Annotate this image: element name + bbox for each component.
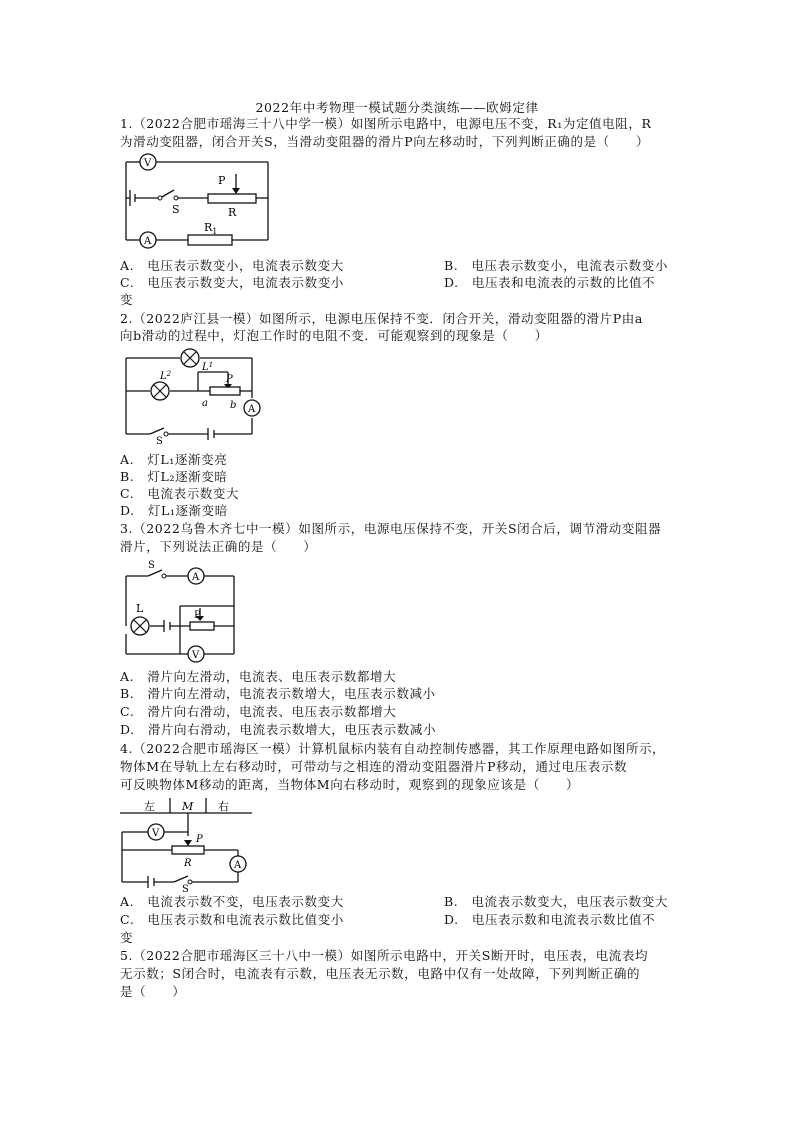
q3-a-label: A (192, 572, 200, 583)
q1-a-label: A (144, 236, 152, 247)
q1-resistor-r1 (188, 235, 232, 245)
q2-option-a[interactable]: A. 灯L₁逐渐变亮 (120, 452, 228, 467)
q5-stem-line1: 5.（2022合肥市瑶海区三十八中一模）如图所示电路中，开关S断开时，电压表，电流表均 (120, 948, 649, 963)
q3-stem-line2: 滑片，下列说法正确的是（ ） (120, 539, 317, 554)
q1-circuit-diagram (118, 152, 278, 252)
q4-p-label: P (196, 834, 203, 845)
q2-p-label: P (226, 374, 233, 385)
q2-a-label: A (248, 404, 256, 415)
q4-option-b[interactable]: B. 电流表示数变大，电压表示数变大 (444, 894, 668, 909)
q4-s-label: S (182, 884, 189, 892)
page-title: 2022年中考物理一模试题分类演练——欧姆定律 (255, 100, 539, 115)
q4-rheostat (172, 846, 204, 854)
q5-stem-line3: 是（ ） (120, 984, 186, 999)
q4-v-label: V (152, 828, 160, 839)
q4-stem-line1: 4.（2022合肥市瑶海区一模）计算机鼠标内装有自动控制传感器，其工作原理电路如图所示， (120, 741, 666, 756)
q4-right-label: 右 (218, 800, 229, 813)
q4-r-label: R (184, 858, 192, 869)
q1-option-d-cont: 变 (120, 292, 134, 307)
q1-option-c[interactable]: C. 电压表示数变大，电流表示数变小 (120, 275, 344, 290)
q4-stem-line3: 可反映物体M移动的距离，当物体M向右移动时，观察到的现象应该是（ ） (120, 777, 580, 792)
q1-rheostat (208, 194, 256, 203)
q5-stem-line2: 无示数；S闭合时，电流表有示数，电压表无示数，电路中仅有一处故障，下列判断正确的 (120, 966, 641, 981)
q2-lamp-l2 (151, 382, 169, 400)
q4-option-d[interactable]: D. 电压表示数和电流表示数比值不 (444, 912, 656, 927)
q2-rheostat (210, 387, 240, 395)
q3-option-d[interactable]: D. 滑片向右滑动，电流表示数增大，电压表示数减小 (120, 722, 437, 737)
q3-option-a[interactable]: A. 滑片向左滑动，电流表、电压表示数都增大 (120, 669, 397, 684)
q2-option-b[interactable]: B. 灯L₂逐渐变暗 (120, 469, 228, 484)
q2-circuit-diagram (118, 348, 268, 444)
q2-stem-line2: 向b滑动的过程中，灯泡工作时的电阻不变．可能观察到的现象是（ ） (120, 328, 548, 343)
q2-option-c[interactable]: C. 电流表示数变大 (120, 486, 240, 501)
q2-lamp-l1 (181, 349, 199, 367)
q4-m-label: M (182, 800, 194, 813)
q3-l-label: L (136, 602, 144, 615)
q2-stem-line1: 2.（2022庐江县一模）如图所示，电源电压保持不变．闭合开关，滑动变阻器的滑片P由a (120, 311, 643, 326)
q1-p-label: P (218, 174, 226, 187)
q4-left-label: 左 (144, 800, 155, 813)
q4-a-label: A (234, 860, 242, 871)
q4-option-d-cont: 变 (120, 930, 134, 945)
q2-a-end-label: a (202, 398, 208, 409)
q2-option-d[interactable]: D. 灯L₁逐渐变暗 (120, 503, 228, 518)
q3-p-label: P (194, 610, 201, 621)
q1-r-label: R (228, 206, 237, 219)
q3-option-c[interactable]: C. 滑片向右滑动，电流表、电压表示数都增大 (120, 704, 397, 719)
q1-r1-label: $R_1$ (204, 221, 218, 236)
q3-circuit-diagram (118, 560, 248, 668)
q3-s-label: S (148, 560, 155, 571)
q1-option-a[interactable]: A. 电压表示数变小，电流表示数变大 (120, 258, 344, 273)
q1-option-b[interactable]: B. 电压表示数变小，电流表示数变小 (444, 258, 668, 273)
q4-option-a[interactable]: A. 电流表示数不变，电压表示数变大 (120, 894, 344, 909)
q1-option-d[interactable]: D. 电压表和电流表的示数的比值不 (444, 275, 656, 290)
q3-rheostat (190, 622, 214, 630)
q1-v-label: V (144, 158, 152, 169)
q3-lamp-l (131, 617, 149, 635)
q1-stem-line2: 为滑动变阻器，闭合开关S，当滑动变阻器的滑片P向左移动时，下列判断正确的是（ ） (120, 134, 650, 149)
q3-stem-line1: 3.（2022乌鲁木齐七中一模）如图所示，电源电压保持不变，开关S闭合后，调节滑动变阻器 (120, 521, 662, 536)
q4-stem-line2: 物体M在导轨上左右移动时，可带动与之相连的滑动变阻器滑片P移动，通过电压表示数 (120, 759, 628, 774)
q3-v-label: V (192, 650, 200, 661)
q1-s-label: S (172, 203, 180, 216)
q3-option-b[interactable]: B. 滑片向左滑动，电流表示数增大，电压表示数减小 (120, 686, 436, 701)
q2-l2-label: $L^2$ (160, 370, 172, 382)
q4-circuit-diagram (118, 796, 258, 892)
q1-stem-line1: 1.（2022合肥市瑶海三十八中学一模）如图所示电路中，电源电压不变，R₁为定值电阻，R (120, 116, 652, 131)
q2-l1-label: $L^1$ (202, 361, 214, 373)
q2-s-label: S (156, 436, 163, 444)
q2-b-end-label: b (230, 400, 237, 411)
q4-option-c[interactable]: C. 电压表示数和电流表示数比值变小 (120, 912, 344, 927)
